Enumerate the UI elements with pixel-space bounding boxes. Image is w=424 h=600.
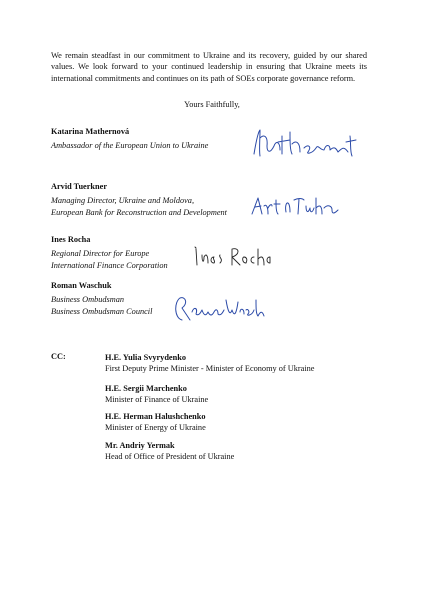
signature-mathernova [250,126,360,160]
cc-role: First Deputy Prime Minister - Minister of Economy of Ukraine [105,364,315,373]
signatory-title: Managing Director, Ukraine and Moldova, [51,196,195,206]
cc-label: CC: [51,352,66,361]
signatory-title: European Bank for Reconstruction and Development [51,207,227,217]
cc-name: H.E. Yulia Svyrydenko [105,353,186,362]
cc-name: H.E. Herman Halushchenko [105,412,206,421]
valediction: Yours Faithfully, [184,100,240,109]
cc-name: H.E. Sergii Marchenko [105,384,187,393]
signatory-name: Roman Waschuk [51,281,112,290]
signatory-tuerkner [51,181,411,218]
cc-role: Minister of Finance of Ukraine [105,395,209,404]
signatory-title: Business Ombudsman Council [51,306,153,316]
cc-name: Mr. Andriy Yermak [105,441,175,450]
signatory-name: Katarina Mathernová [51,127,130,136]
cc-role: Head of Office of President of Ukraine [105,452,235,461]
cc-entry [105,440,405,462]
signatory-title: Business Ombudsman [51,295,125,305]
cc-role: Minister of Energy of Ukraine [105,423,206,432]
signature-tuerkner [250,192,340,218]
cc-entry [105,352,405,374]
signatory-title: Regional Director for Europe [51,249,150,259]
signatory-name: Ines Rocha [51,235,91,244]
signature-waschuk [170,292,270,326]
signatory-title: Ambassador of the European Union to Ukraine [51,141,209,151]
signatory-name: Arvid Tuerkner [51,182,108,191]
cc-entry [105,383,405,405]
cc-entry [105,411,405,433]
signature-rocha [192,243,272,269]
closing-paragraph: We remain steadfast in our commitment to Ukraine and its recovery, guided by our shared values. We look forward to your continued leadership in ensuring that Ukraine meets its international commitments and continues on its path of SOEs corporate governance reform. [51,51,367,83]
signatory-title: International Finance Corporation [51,260,168,270]
